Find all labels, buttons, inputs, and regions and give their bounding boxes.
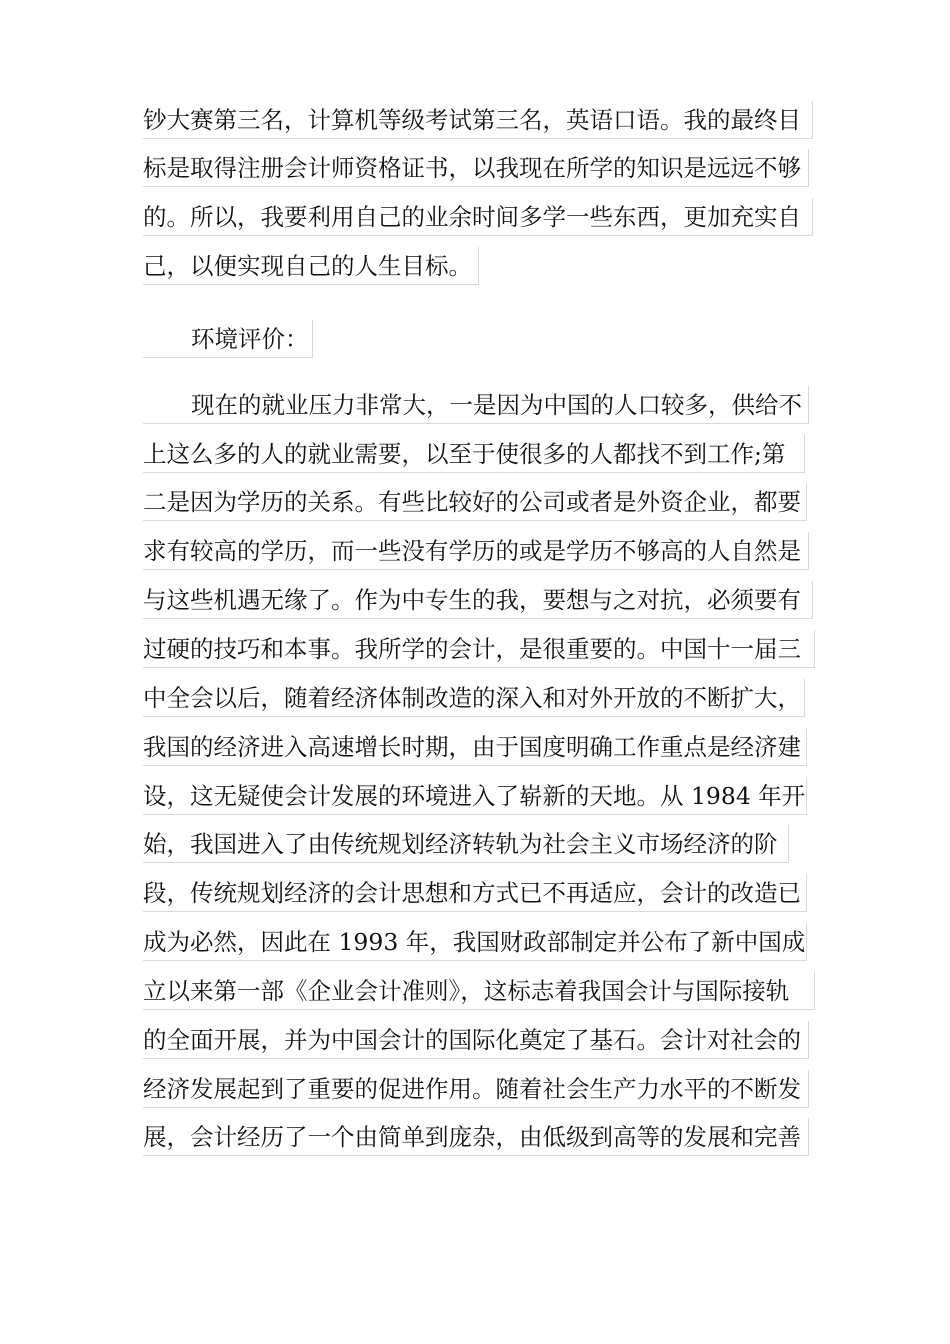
text-line: 始，我国进入了由传统规划经济转轨为社会主义市场经济的阶 <box>143 825 789 863</box>
text-line: 的。所以，我要利用自己的业余时间多学一些东西，更加充实自 <box>143 198 813 236</box>
text-line: 上这么多的人的就业需要，以至于使很多的人都找不到工作;第 <box>143 435 805 473</box>
text-line: 立以来第一部《企业会计准则》，这标志着我国会计与国际接轨 <box>143 972 815 1010</box>
text-line: 中全会以后，随着经济体制改造的深入和对外开放的不断扩大， <box>143 679 805 717</box>
text-line: 展，会计经历了一个由简单到庞杂，由低级到高等的发展和完善 <box>143 1118 809 1156</box>
text-line: 与这些机遇无缘了。作为中专生的我，要想与之对抗，必须要有 <box>143 581 813 619</box>
section-heading: 环境评价： <box>143 320 313 358</box>
text-line: 的全面开展，并为中国会计的国际化奠定了基石。会计对社会的 <box>143 1021 809 1059</box>
text-line: 求有较高的学历，而一些没有学历的或是学历不够高的人自然是 <box>143 532 809 570</box>
text-line: 设，这无疑使会计发展的环境进入了崭新的天地。从 1984 年开 <box>143 777 807 815</box>
text-line: 经济发展起到了重要的促进作用。随着社会生产力水平的不断发 <box>143 1070 809 1108</box>
text-line: 二是因为学历的关系。有些比较好的公司或者是外资企业，都要 <box>143 483 807 521</box>
text-line: 现在的就业压力非常大，一是因为中国的人口较多，供给不 <box>143 386 809 424</box>
text-line: 过硬的技巧和本事。我所学的会计，是很重要的。中国十一届三 <box>143 630 815 668</box>
text-line: 己，以便实现自己的人生目标。 <box>143 247 479 285</box>
text-line: 标是取得注册会计师资格证书，以我现在所学的知识是远远不够 <box>143 149 809 187</box>
text-line: 成为必然，因此在 1993 年，我国财政部制定并公布了新中国成 <box>143 923 807 961</box>
text-line: 钞大赛第三名，计算机等级考试第三名，英语口语。我的最终目 <box>143 101 813 139</box>
text-line: 段，传统规划经济的会计思想和方式已不再适应，会计的改造已 <box>143 874 807 912</box>
text-line: 我国的经济进入高速增长时期，由于国度明确工作重点是经济建 <box>143 728 807 766</box>
